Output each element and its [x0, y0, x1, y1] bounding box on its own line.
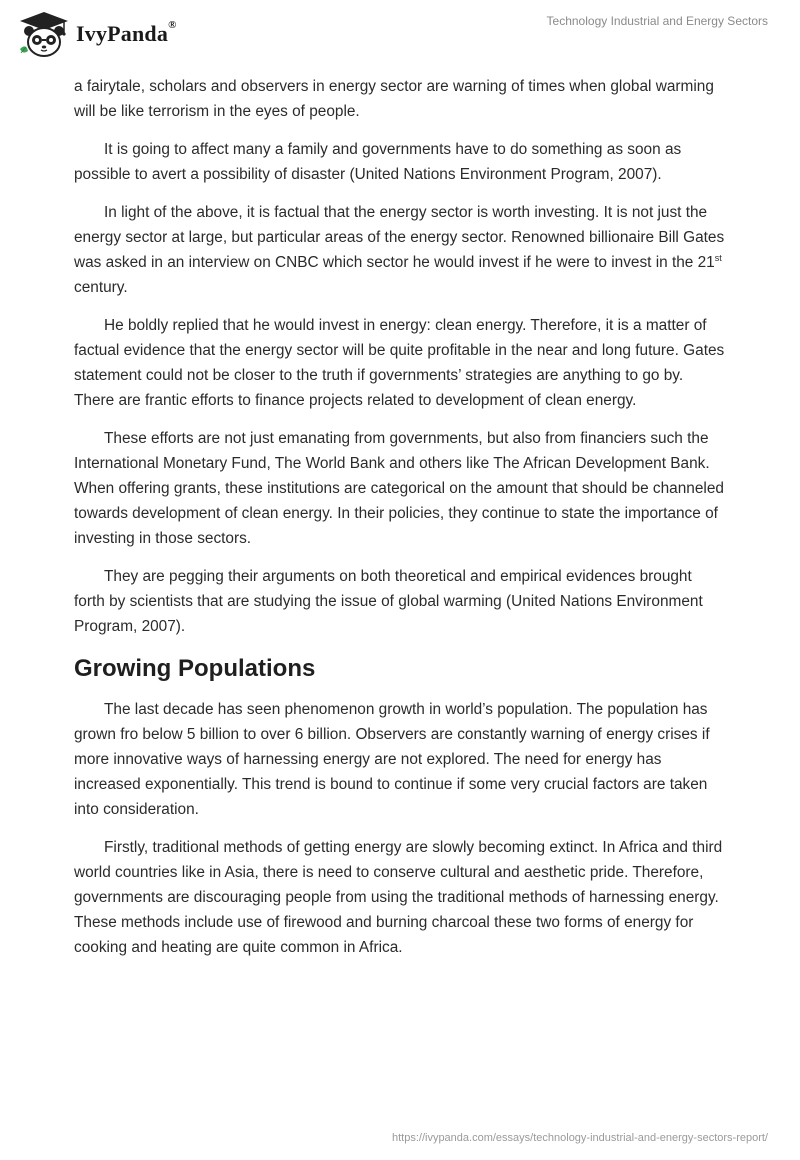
paragraph-8: Firstly, traditional methods of getting energy are slowly becoming extinct. In Africa and third world countries like in Asia, there is need to conserve cultural and aesthetic pride. Therefore, governments are discouraging people from using the traditional methods of harnessing energy. These methods include use of firewood and burning charcoal these two forms of energy for cooking and heating are quite common in Africa.: [74, 839, 723, 956]
section-heading: Growing Populations: [74, 655, 316, 682]
paragraph-1: a fairytale, scholars and observers in energy sector are warning of times when global warming will be like terrorism in the eyes of people.: [74, 78, 714, 120]
article-body: [74, 74, 726, 973]
brand-name: IvyPanda®: [76, 19, 177, 46]
paragraph-5: These efforts are not just emanating from governments, but also from financiers such the International Monetary Fund, The World Bank and others like The African Development Bank. When offering grants, these institutions are categorical on the amount that should be channeled towards development of clean energy. In their policies, they continue to state the importance of investing in those sectors.: [74, 430, 724, 547]
page-header: [0, 0, 800, 70]
panda-graduate-icon: [16, 9, 72, 59]
paragraph-6: They are pegging their arguments on both theoretical and empirical evidences brought forth by scientists that are studying the issue of global warming (United Nations Environment Program, 2007).: [74, 568, 703, 635]
ivypanda-logo[interactable]: [16, 9, 216, 59]
paragraph-7: The last decade has seen phenomenon growth in world’s population. The population has grown fro below 5 billion to over 6 billion. Observers are constantly warning of energy crises if more innovative ways of harnessing energy are not explored. The need for energy has increased exponentially. This trend is bound to continue if some very crucial factors are taken into consideration.: [74, 701, 710, 818]
paragraph-2: It is going to affect many a family and governments have to do something as soon as possible to avert a possibility of disaster (United Nations Environment Program, 2007).: [74, 141, 682, 183]
document-title: Technology Industrial and Energy Sectors: [546, 14, 768, 28]
paragraph-3: In light of the above, it is factual that the energy sector is worth investing. It is not just the energy sector at large, but particular areas of the energy sector. Renowned billionaire Bill Gates was asked in an interview on CNBC which sector he would invest if he were to invest in the 21st century.: [74, 204, 725, 296]
source-url[interactable]: https://ivypanda.com/essays/technology-industrial-and-energy-sectors-report/: [391, 1132, 768, 1144]
paragraph-4: He boldly replied that he would invest in energy: clean energy. Therefore, it is a matter of factual evidence that the energy sector will be quite profitable in the near and long future. Gates statement could not be closer to the truth if governments’ strategies are anything to go by. There are frantic efforts to finance projects related to development of clean energy.: [74, 317, 725, 409]
